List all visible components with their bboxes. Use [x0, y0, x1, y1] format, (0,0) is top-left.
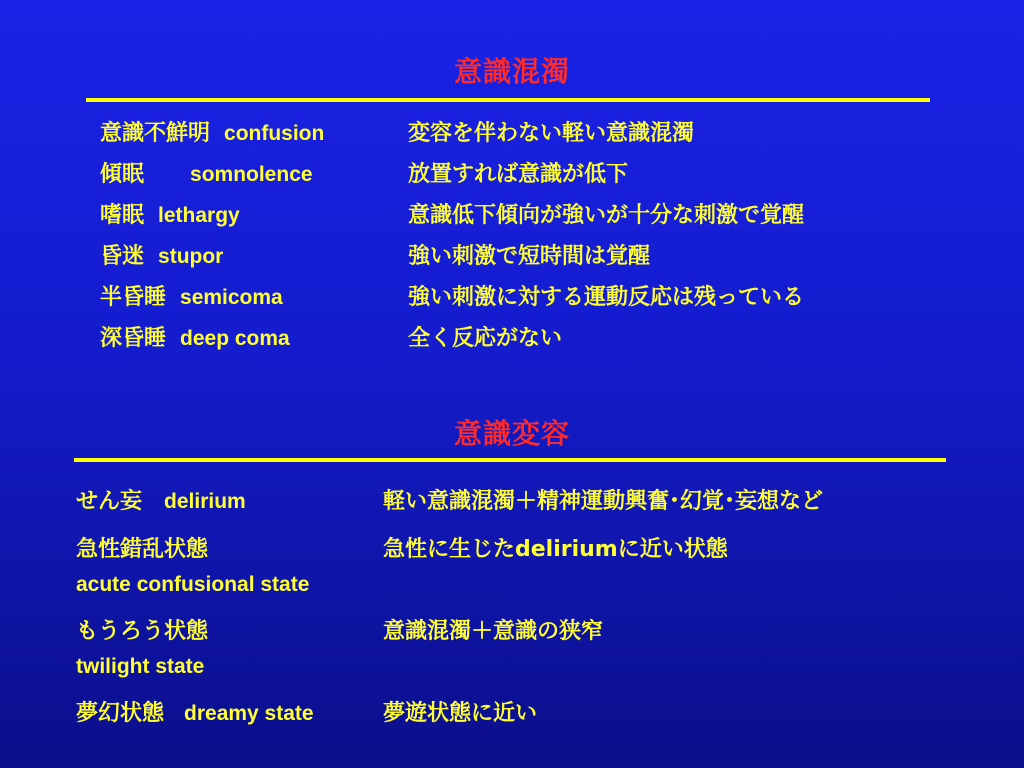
term-jp: 傾眠: [100, 162, 145, 187]
term-row: [100, 203, 240, 229]
term-row: [100, 244, 223, 270]
term-en: somnolence: [190, 163, 313, 186]
term-desc: 急性に生じたdeliriumに近い状態: [383, 537, 728, 562]
term-jp: 昏迷: [100, 244, 145, 269]
term-desc: 強い刺激に対する運動反応は残っている: [408, 285, 805, 310]
term-en: deep coma: [180, 327, 290, 350]
term-desc: 意識低下傾向が強いが十分な刺激で覚醒: [408, 203, 805, 228]
term-jp: 夢幻状態: [76, 701, 165, 726]
term-row: [100, 326, 290, 352]
term-en: stupor: [158, 245, 224, 268]
term-desc: 夢遊状態に近い: [383, 701, 538, 726]
term-desc: 変容を伴わない軽い意識混濁: [408, 121, 695, 146]
term-en: semicoma: [180, 286, 283, 309]
term-jp: せん妄: [76, 489, 143, 514]
section2-title: 意識変容: [453, 417, 570, 450]
term-row: [76, 701, 314, 727]
term-row: [76, 537, 208, 563]
term-en: twilight state: [76, 655, 205, 678]
term-row: [76, 619, 208, 645]
term-desc: 軽い意識混濁＋精神運動興奮･幻覚･妄想など: [383, 489, 824, 514]
section2-rule: [74, 458, 946, 462]
term-row: [100, 162, 313, 188]
term-jp: 意識不鮮明: [100, 121, 211, 146]
term-row: [76, 489, 246, 515]
section1-title: 意識混濁: [453, 55, 570, 88]
term-desc: 意識混濁＋意識の狭窄: [383, 619, 604, 644]
term-en: acute confusional state: [76, 573, 310, 596]
term-jp: 急性錯乱状態: [76, 537, 209, 562]
term-en: dreamy state: [184, 702, 314, 725]
term-desc: 強い刺激で短時間は覚醒: [408, 244, 651, 269]
term-desc: 全く反応がない: [408, 326, 563, 351]
term-desc: 放置すれば意識が低下: [408, 162, 629, 187]
term-row: [100, 121, 324, 147]
term-en: confusion: [224, 122, 325, 145]
term-jp: 半昏睡: [100, 285, 167, 310]
term-en: delirium: [164, 490, 246, 513]
term-en: lethargy: [158, 204, 240, 227]
term-jp: 深昏睡: [100, 326, 167, 351]
term-row: [100, 285, 283, 311]
term-jp: もうろう状態: [76, 619, 209, 644]
term-jp: 嗜眠: [100, 203, 145, 228]
section1-rule: [86, 98, 930, 102]
